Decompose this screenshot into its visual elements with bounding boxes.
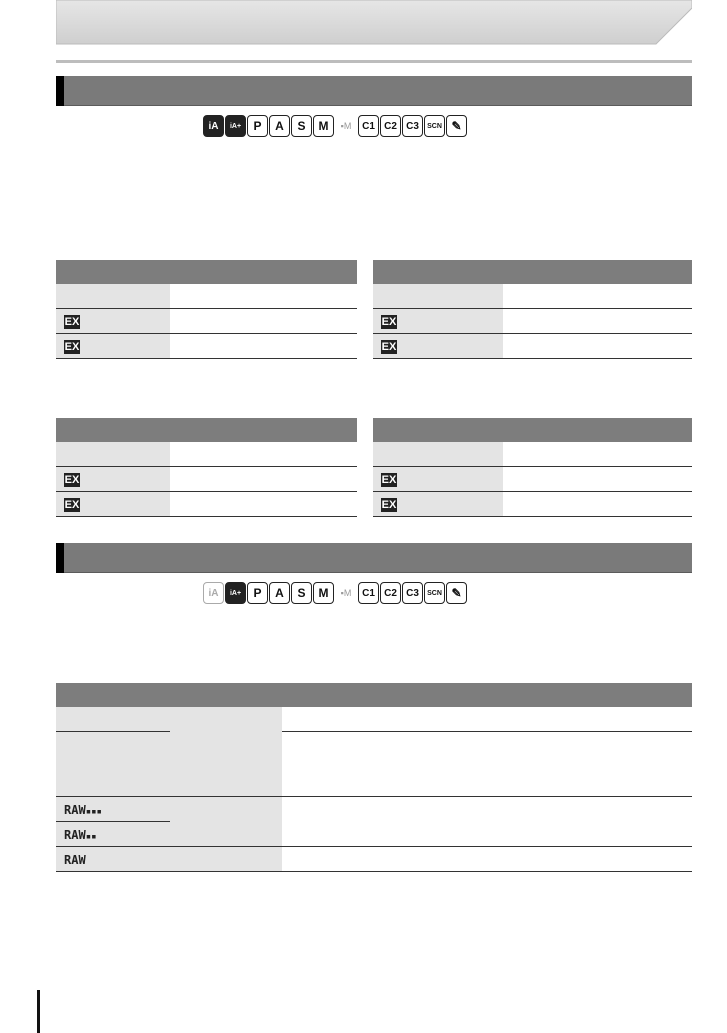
table-header-cell xyxy=(170,683,282,707)
intelligent-auto-plus-icon: iA+ xyxy=(225,115,246,137)
raw-fine-icon: RAW▪▪▪ xyxy=(64,802,102,817)
table-row xyxy=(56,492,357,517)
table-top-left xyxy=(56,260,357,359)
ex-icon: EX xyxy=(381,498,397,511)
custom2-icon: C2 xyxy=(380,582,401,604)
table-row xyxy=(373,334,692,359)
page-header-tab xyxy=(56,0,692,60)
table-row xyxy=(56,284,357,309)
table-header-cell xyxy=(56,418,170,442)
table-bottom-left xyxy=(56,418,357,517)
creative-control-icon: ✎ xyxy=(446,582,467,604)
shutter-mode-icon: S xyxy=(291,115,312,137)
raw-icon: RAW xyxy=(64,852,86,867)
table-bottom-right xyxy=(373,418,692,517)
table-header-cell xyxy=(170,418,357,442)
table-header-cell xyxy=(373,418,503,442)
section-bar-1 xyxy=(56,76,692,106)
table-header-cell xyxy=(373,260,503,284)
table-row xyxy=(56,334,357,359)
table-row xyxy=(373,284,692,309)
table-header-cell xyxy=(503,418,692,442)
page-edge-rule xyxy=(37,990,40,1033)
table-row xyxy=(56,309,357,334)
table-row xyxy=(373,467,692,492)
intelligent-auto-plus-icon: iA+ xyxy=(225,582,246,604)
table-row xyxy=(56,847,692,872)
table-row xyxy=(373,309,692,334)
mode-icons-row-2 xyxy=(203,582,467,606)
program-mode-icon: P xyxy=(247,115,268,137)
header-underline xyxy=(56,60,692,63)
table-row xyxy=(373,442,692,467)
ex-icon: EX xyxy=(64,315,80,328)
table-row xyxy=(373,492,692,517)
table-row xyxy=(56,797,692,822)
program-mode-icon: P xyxy=(247,582,268,604)
table-row xyxy=(56,442,357,467)
ex-icon: EX xyxy=(64,473,80,486)
custom3-icon: C3 xyxy=(402,582,423,604)
scene-mode-icon: SCN xyxy=(424,115,445,137)
intelligent-auto-icon: iA xyxy=(203,115,224,137)
custom1-icon: C1 xyxy=(358,115,379,137)
custom1-icon: C1 xyxy=(358,582,379,604)
table-header-cell xyxy=(56,260,170,284)
table-row xyxy=(56,707,692,732)
table-top-right xyxy=(373,260,692,359)
table-row xyxy=(56,732,692,797)
ex-icon: EX xyxy=(381,315,397,328)
section-marker xyxy=(56,76,64,106)
ex-icon: EX xyxy=(381,340,397,353)
manual-mode-icon: M xyxy=(313,115,334,137)
table-header-cell xyxy=(503,260,692,284)
section-marker xyxy=(56,543,64,573)
table-header-cell xyxy=(170,260,357,284)
section-bar-2 xyxy=(56,543,692,573)
shutter-mode-icon: S xyxy=(291,582,312,604)
scene-mode-icon: SCN xyxy=(424,582,445,604)
aperture-mode-icon: A xyxy=(269,115,290,137)
mode-icons-row-1 xyxy=(203,115,467,139)
table-header-cell xyxy=(282,683,692,707)
creative-control-icon: ✎ xyxy=(446,115,467,137)
table-row xyxy=(56,467,357,492)
ex-icon: EX xyxy=(64,340,80,353)
movie-manual-icon: ▪M xyxy=(335,115,357,137)
manual-mode-icon: M xyxy=(313,582,334,604)
custom3-icon: C3 xyxy=(402,115,423,137)
table-header-cell xyxy=(56,683,170,707)
intelligent-auto-icon: iA xyxy=(203,582,224,604)
movie-manual-icon: ▪M xyxy=(335,582,357,604)
custom2-icon: C2 xyxy=(380,115,401,137)
raw-standard-icon: RAW▪▪ xyxy=(64,827,97,842)
ex-icon: EX xyxy=(64,498,80,511)
ex-icon: EX xyxy=(381,473,397,486)
aperture-mode-icon: A xyxy=(269,582,290,604)
quality-table xyxy=(56,683,692,872)
